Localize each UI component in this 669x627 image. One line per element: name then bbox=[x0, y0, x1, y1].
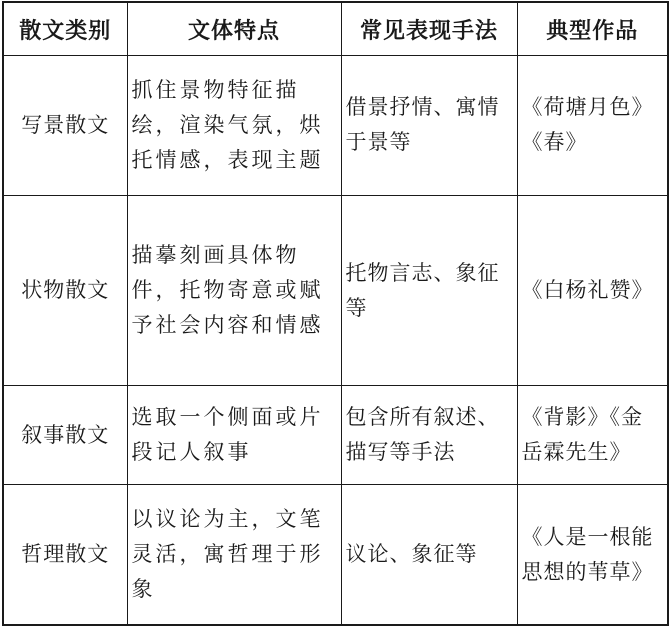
works-cell: 《荷塘月色》《春》 bbox=[517, 56, 668, 196]
table-row bbox=[3, 386, 668, 485]
features-cell: 选取一个侧面或片段记人叙事 bbox=[127, 386, 341, 485]
prose-types-table bbox=[2, 1, 669, 626]
category-cell: 写景散文 bbox=[3, 56, 127, 196]
features-cell: 以议论为主，文笔灵活，寓哲理于形象 bbox=[127, 485, 341, 625]
features-cell: 抓住景物特征描绘，渲染气氛，烘托情感，表现主题 bbox=[127, 56, 341, 196]
header-works: 典型作品 bbox=[517, 2, 668, 56]
header-techniques: 常见表现手法 bbox=[341, 2, 517, 56]
category-cell: 叙事散文 bbox=[3, 386, 127, 485]
techniques-cell: 包含所有叙述、描写等手法 bbox=[341, 386, 517, 485]
header-features: 文体特点 bbox=[127, 2, 341, 56]
header-category: 散文类别 bbox=[3, 2, 127, 56]
header-row bbox=[3, 2, 668, 56]
table-row bbox=[3, 485, 668, 625]
techniques-cell: 借景抒情、寓情于景等 bbox=[341, 56, 517, 196]
features-cell: 描摹刻画具体物件，托物寄意或赋予社会内容和情感 bbox=[127, 195, 341, 386]
table-row bbox=[3, 195, 668, 386]
category-cell: 状物散文 bbox=[3, 195, 127, 386]
works-cell: 《白杨礼赞》 bbox=[517, 195, 668, 386]
category-cell: 哲理散文 bbox=[3, 485, 127, 625]
techniques-cell: 托物言志、象征等 bbox=[341, 195, 517, 386]
table-row bbox=[3, 56, 668, 196]
techniques-cell: 议论、象征等 bbox=[341, 485, 517, 625]
works-cell: 《人是一根能思想的苇草》 bbox=[517, 485, 668, 625]
works-cell: 《背影》《金岳霖先生》 bbox=[517, 386, 668, 485]
